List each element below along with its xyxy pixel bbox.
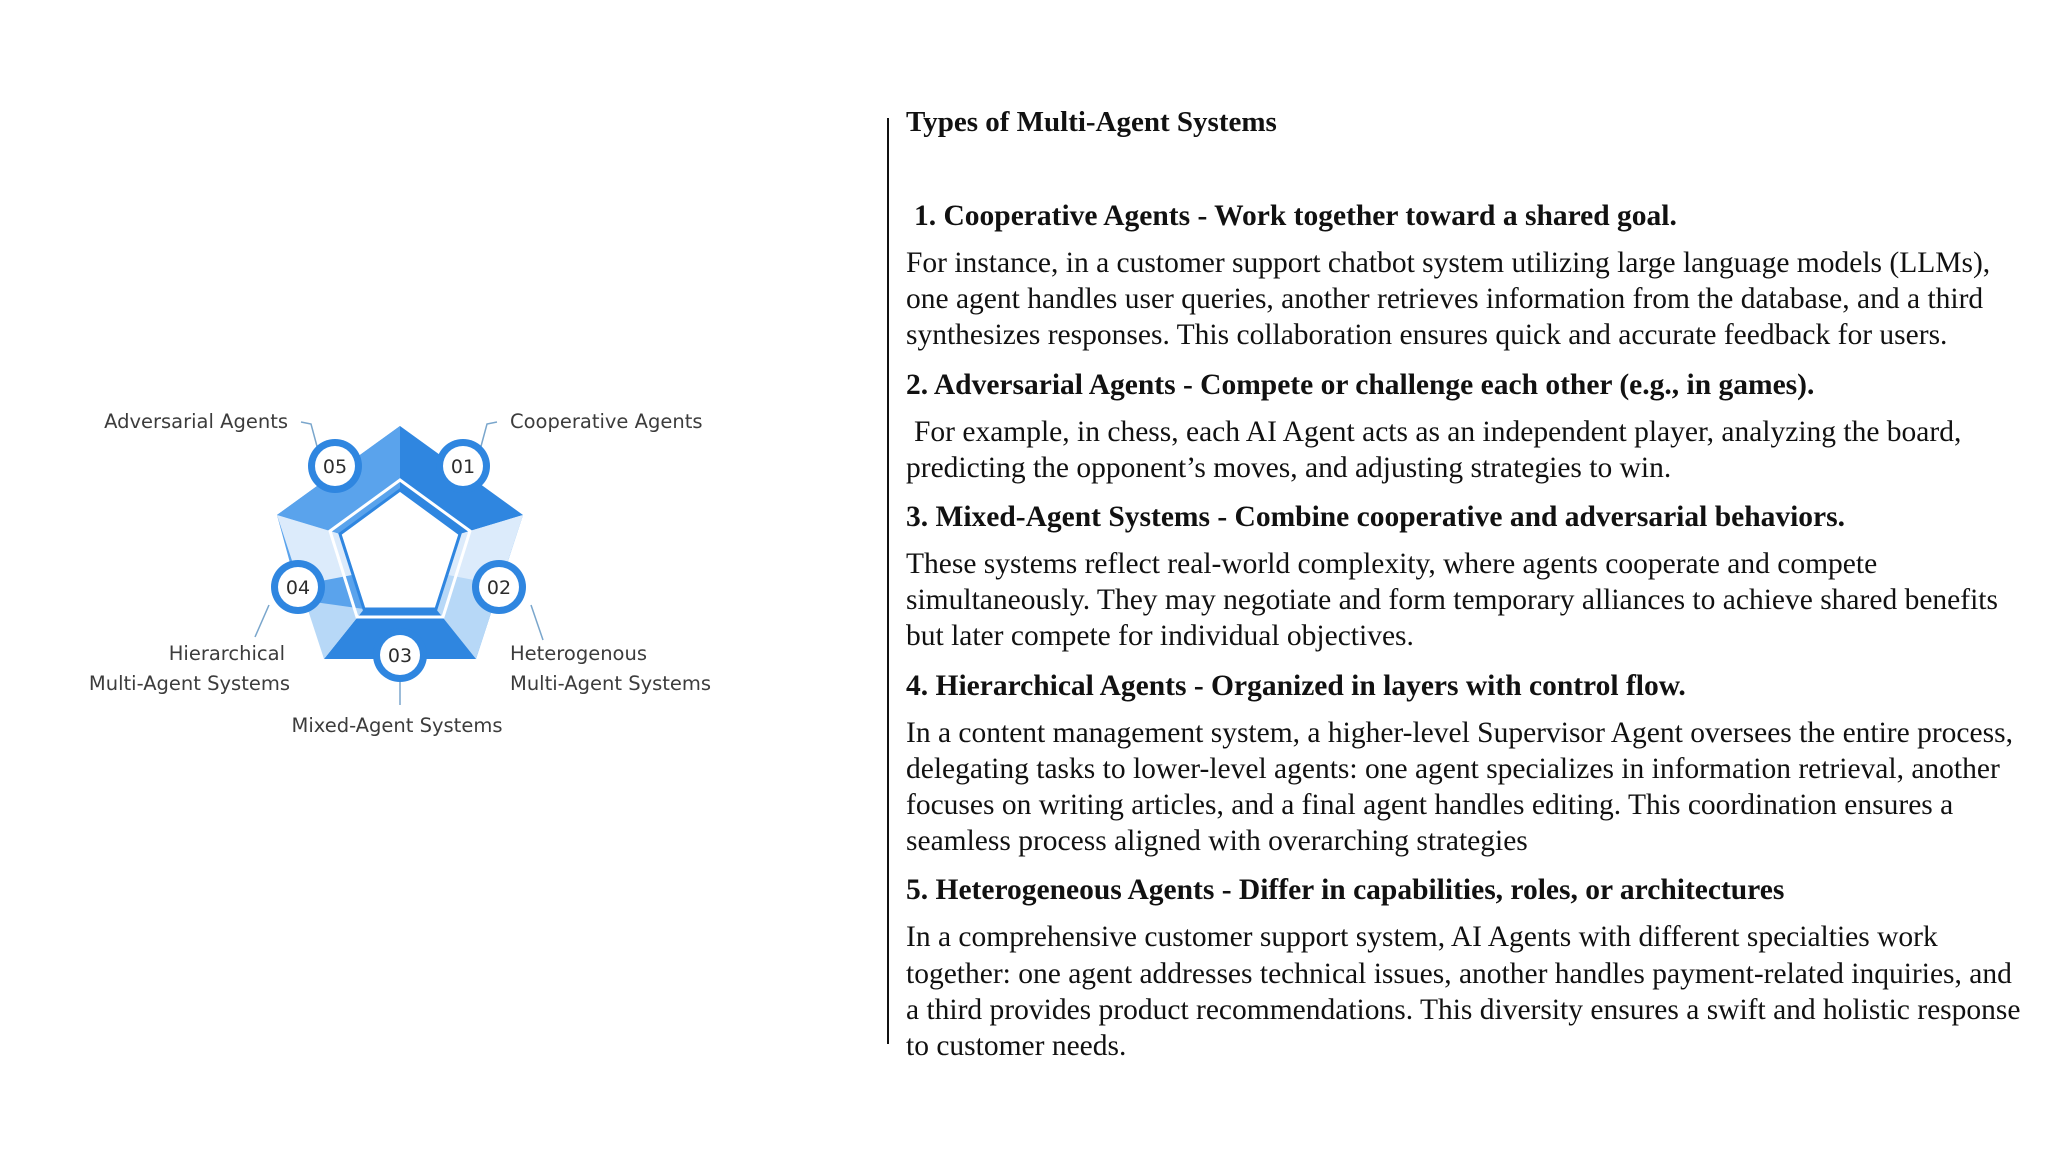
badge-number-05: 05 [322,456,348,478]
badge-number-04: 04 [285,577,311,599]
diagram-label-02-line1: Heterogenous [510,642,648,665]
section-body: In a comprehensive customer support system, AI Agents with different specialties work together: one agent addresses technical issues, another handles payment-related inquiries, and a third provides product recommendations. This diversity ensures a swift and holistic response to customer needs. [906,921,2021,1063]
section-heading: 2. Adversarial Agents - Compete or challenge each other (e.g., in games). [906,368,1815,401]
section-body: These systems reflect real-world complexity, where agents cooperate and compete simultaneously. They may negotiate and form temporary alliances to achieve shared benefits but later compete for individual objectives. [906,548,1998,653]
diagram-label-05: Adversarial Agents [104,410,288,433]
section-body: For instance, in a customer support chatbot system utilizing large language models (LLMs), one agent handles user queries, another retrieves information from the database, and a third synthesizes responses. This collaboration ensures quick and accurate feedback for users. [906,247,1991,352]
badge-02 [472,560,526,614]
document-text [906,104,2031,1077]
diagram-label-02-line2: Multi-Agent Systems [510,672,712,695]
diagram-label-04-line1: Hierarchical [168,642,285,665]
section-body: For example, in chess, each AI Agent acts as an independent player, analyzing the board, predicting the opponent’s moves, and adjusting strategies to win. [906,415,1962,484]
leader-line-02 [531,605,543,640]
badge-01 [436,439,490,493]
badge-number-03: 03 [387,645,413,667]
leader-line-04 [255,605,269,637]
badge-number-01: 01 [450,456,476,478]
section-heading: 4. Hierarchical Agents - Organized in layers with control flow. [906,669,1686,702]
badge-05 [308,439,362,493]
badge-number-02: 02 [486,577,512,599]
badge-04 [271,560,325,614]
leader-line-01 [480,422,497,450]
diagram-label-03: Mixed-Agent Systems [291,714,503,737]
diagram-label-04-line2: Multi-Agent Systems [88,672,290,695]
multi-agent-types-diagram [0,0,900,1152]
page-title: Types of Multi-Agent Systems [906,106,1277,138]
section-heading: 3. Mixed-Agent Systems - Combine cooperative and adversarial behaviors. [906,501,1846,534]
diagram-label-01: Cooperative Agents [510,410,703,433]
vertical-divider [887,118,889,1044]
section-heading: 1. Cooperative Agents - Work together toward a shared goal. [914,200,1677,232]
badge-03 [373,628,427,682]
leader-line-05 [301,422,318,450]
section-heterogeneous [906,872,2031,1064]
section-mixed [906,499,2031,655]
section-heading: 5. Heterogeneous Agents - Differ in capabilities, roles, or architectures [906,874,1785,907]
section-body: In a content management system, a higher-level Supervisor Agent oversees the entire process, delegating tasks to lower-level agents: one agent specializes in information retrieval, another focuses on writing articles, and a final agent handles editing. This coordination ensures a seamless process aligned with overarching strategies [906,716,2013,858]
section-cooperative [906,198,2031,354]
section-adversarial [906,367,2031,486]
section-hierarchical [906,668,2031,860]
